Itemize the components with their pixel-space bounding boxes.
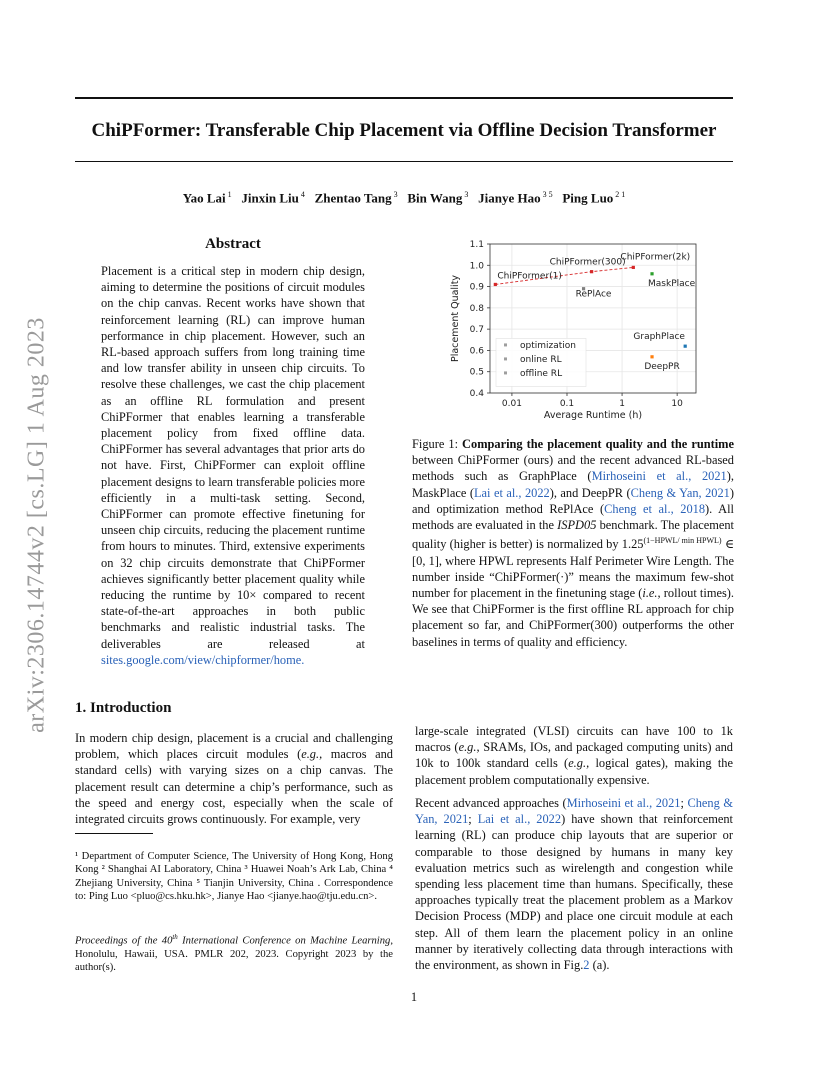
legend-label: offline RL bbox=[520, 368, 563, 379]
legend-label: online RL bbox=[520, 354, 562, 365]
author-affiliation: 3 bbox=[391, 190, 398, 199]
x-tick-label: 0.01 bbox=[501, 399, 522, 409]
proceedings-text: Proceedings of the bbox=[75, 935, 162, 947]
citation-link[interactable]: Cheng & Yan, 2021 bbox=[630, 485, 730, 500]
x-tick-label: 10 bbox=[671, 399, 683, 409]
point-graphplace bbox=[684, 345, 687, 348]
author-list bbox=[75, 190, 733, 206]
author-name: Jianye Hao bbox=[478, 190, 541, 206]
body-text: (a). bbox=[589, 958, 610, 973]
y-tick-label: 0.8 bbox=[469, 303, 484, 314]
y-tick-label: 1.0 bbox=[469, 261, 484, 272]
project-link[interactable]: sites.google.com/view/chipformer/home. bbox=[101, 652, 305, 667]
point-label-chipformer-300: ChiPFormer(300) bbox=[549, 257, 626, 268]
caption-text: benchmark. The placement quality (higher is better) is normalized by 1.25 bbox=[412, 518, 734, 552]
abstract-text: Placement is a critical step in modern chip design, aiming to determine the positions of circuit modules on the chip canvas. Recent works have shown that reinforcement learning (RL) can improve human performance in chip placement. However, such an RL-based approach suffers from long training time and low transfer ability in unseen chip circuits. To resolve these challenges, we cast the chip placement as an offline RL formulation and present ChiPFormer that enables learning a transferable placement policy from fixed offline data. ChiPFormer has several advantages that prior arts do not have. First, ChiPFormer can exploit offline placement designs to learn transferable policies more efficiently in a multi-task setting. Second, ChiPFormer can promote effective finetuning for unseen chip circuits, reducing the placement runtime from hours to minutes. Third, extensive experiments on 32 chip circuits demonstrate that ChiPFormer achieves significantly better placement quality while reducing the runtime by 10× compared to recent state-of-the-art approaches in both public benchmarks and realistic industrial tasks. The deliverables are released at bbox=[101, 264, 365, 651]
body-text: ; bbox=[680, 796, 688, 810]
body-text: ) have shown that reinforcement learning (RL) can produce chip layouts that are superior or comparable to those designed by humans in many key evaluation metrics such as wirelength and congestion while spending less placement time than humans. Specifically, these approaches typically treat the placement problem as a Markov Decision Process (MDP) and place one circuit module at each step. All of them learn the placement policy in an online manner by iteratively collecting data through interactions with the environment, as shown in Fig. bbox=[415, 812, 733, 973]
proceedings-text: International Conference on Machine Learning bbox=[177, 935, 391, 947]
legend-marker bbox=[504, 371, 507, 374]
author-name: Bin Wang bbox=[407, 190, 463, 206]
formula-exponent: (1−HPWL/ min HPWL) bbox=[643, 536, 722, 546]
footnote-affiliations: ¹ Department of Computer Science, The University of Hong Kong, Hong Kong ² Shanghai AI Laboratory, China ³ Huawei Noah’s Ark Lab, China ⁴ Zhejiang University, China ⁵ Tianjin University, China . Correspondence to: Ping Luo <pluo@cs.hku.hk>, Jianye Hao <jianye.hao@tju.edu.cn>. bbox=[75, 851, 393, 903]
caption-text: rollout times). We see that ChiPFormer is the first offline RL approach for chip placement so far, and ChiPFormer(300) outperforms the other baselines in terms of quality and efficiency. bbox=[412, 585, 734, 649]
point-label-deeppr: DeepPR bbox=[644, 361, 680, 372]
legend-marker bbox=[504, 357, 507, 360]
title-bottom-rule bbox=[75, 161, 733, 162]
y-tick-label: 0.7 bbox=[469, 325, 484, 336]
footnote-proceedings bbox=[75, 931, 393, 975]
point-chipformer-300 bbox=[590, 270, 593, 273]
intro-right-paragraph-1 bbox=[415, 723, 733, 788]
y-tick-label: 0.9 bbox=[469, 282, 484, 293]
y-tick-label: 0.6 bbox=[469, 346, 484, 357]
citation-link[interactable]: Cheng et al., 2018 bbox=[604, 501, 706, 516]
y-tick-label: 0.5 bbox=[469, 367, 484, 378]
body-text: macros and standard cells) with varying sizes on a chip canvas. The placement result can determine a chip’s performance, such as the speed and energy cost, especially when the scale of integrated circuits grows continuously. For example, very bbox=[75, 747, 393, 827]
point-chipformer-2k bbox=[632, 266, 635, 269]
point-label-graphplace: GraphPlace bbox=[633, 332, 685, 343]
proceedings-text: , Honolulu, Hawaii, USA. PMLR 202, 2023. Copyright 2023 by the author(s). bbox=[75, 935, 393, 974]
caption-italic: i.e., bbox=[642, 585, 661, 600]
caption-text: ) and optimization method RePlAce ( bbox=[412, 485, 735, 516]
caption-label: Figure 1: bbox=[412, 437, 463, 451]
body-text: Recent advanced approaches ( bbox=[415, 796, 567, 810]
proceedings-suffix: th bbox=[172, 933, 178, 941]
arxiv-sidebar-stamp bbox=[22, 290, 52, 760]
figure-1-caption bbox=[412, 436, 734, 650]
italic-text: e.g., bbox=[568, 756, 590, 771]
footnote-rule bbox=[75, 833, 153, 834]
caption-text: ), and DeepPR ( bbox=[549, 485, 631, 500]
x-tick-label: 1 bbox=[619, 399, 625, 409]
body-text: SRAMs, IOs, and packaged computing units) and 10k to 100k standard cells ( bbox=[415, 740, 733, 771]
caption-text: between ChiPFormer (ours) and the recent advanced RL-based methods such as GraphPlace ( bbox=[412, 453, 734, 484]
italic-text: e.g., bbox=[458, 740, 480, 755]
author-affiliation: 3 bbox=[462, 190, 469, 199]
author-name: Zhentao Tang bbox=[314, 190, 392, 206]
x-tick-label: 0.1 bbox=[559, 399, 575, 409]
point-deeppr bbox=[650, 355, 653, 358]
italic-text: e.g., bbox=[301, 747, 323, 762]
author-affiliation: 1 bbox=[225, 190, 232, 199]
arxiv-identifier: arXiv:2306.14744v2 [cs.LG] 1 Aug 2023 bbox=[23, 317, 50, 733]
intro-right-paragraph-2 bbox=[415, 795, 733, 973]
author-affiliation: 3 5 bbox=[540, 190, 553, 199]
author-name: Jinxin Liu bbox=[241, 190, 299, 206]
legend-marker bbox=[504, 343, 507, 346]
body-text: In modern chip design, placement is a crucial and challenging problem, which places circuit modules ( bbox=[75, 731, 393, 762]
author-affiliation: 2 1 bbox=[613, 190, 626, 199]
benchmark-name: ISPD05 bbox=[557, 518, 597, 533]
point-label-chipformer-2k: ChiPFormer(2k) bbox=[620, 252, 691, 263]
citation-link[interactable]: Lai et al., 2022 bbox=[477, 812, 562, 827]
caption-text: ). All methods are evaluated in the bbox=[412, 501, 734, 533]
body-text: large-scale integrated (VLSI) circuits can have 100 to 1k macros ( bbox=[415, 724, 733, 755]
y-axis-label: Placement Quality bbox=[450, 274, 461, 363]
paper-title: ChiPFormer: Transferable Chip Placement via Offline Decision Transformer bbox=[91, 120, 717, 141]
caption-text: ), MaskPlace ( bbox=[412, 469, 734, 500]
point-label-maskplace: MaskPlace bbox=[648, 278, 696, 289]
author-name: Yao Lai bbox=[182, 190, 226, 206]
title-top-rule bbox=[75, 97, 733, 99]
point-label-replace: RePlAce bbox=[575, 289, 612, 300]
x-axis-label: Average Runtime (h) bbox=[543, 410, 643, 421]
legend-label: optimization bbox=[520, 340, 576, 351]
author-name: Ping Luo bbox=[562, 190, 614, 206]
proceedings-number: 40 bbox=[161, 935, 173, 947]
abstract-heading: Abstract bbox=[205, 236, 261, 252]
section-heading-introduction: 1. Introduction bbox=[75, 700, 172, 716]
author-affiliation: 4 bbox=[298, 190, 305, 199]
point-chipformer-1 bbox=[494, 283, 497, 286]
caption-bold: Comparing the placement quality and the runtime bbox=[462, 437, 735, 451]
body-text: logical gates), making the placement problem computationally expensive. bbox=[415, 756, 733, 787]
page-number: 1 bbox=[410, 990, 418, 1004]
point-maskplace bbox=[650, 272, 653, 275]
point-label-chipformer-1: ChiPFormer(1) bbox=[497, 271, 562, 282]
abstract-body bbox=[101, 263, 365, 668]
citation-link[interactable]: Lai et al., 2022 bbox=[473, 485, 550, 500]
citation-link[interactable]: Mirhoseini et al., 2021 bbox=[566, 796, 681, 810]
y-tick-label: 1.1 bbox=[469, 240, 484, 250]
figure-1-chart bbox=[440, 236, 740, 422]
citation-link[interactable]: Cheng & Yan, 2021 bbox=[415, 796, 733, 827]
body-text: ; bbox=[468, 812, 478, 827]
y-tick-label: 0.4 bbox=[469, 389, 484, 399]
citation-link[interactable]: Mirhoseini et al., 2021 bbox=[591, 469, 727, 484]
citation-link[interactable]: 2 bbox=[583, 958, 590, 973]
caption-text: ∈ [0, 1], where HPWL represents Half Perimeter Wire Length. The number inside “ChiPFormer(·)” means the maximum few-shot number for placement in the finetuning stage ( bbox=[412, 537, 734, 600]
intro-left-paragraph bbox=[75, 730, 393, 827]
